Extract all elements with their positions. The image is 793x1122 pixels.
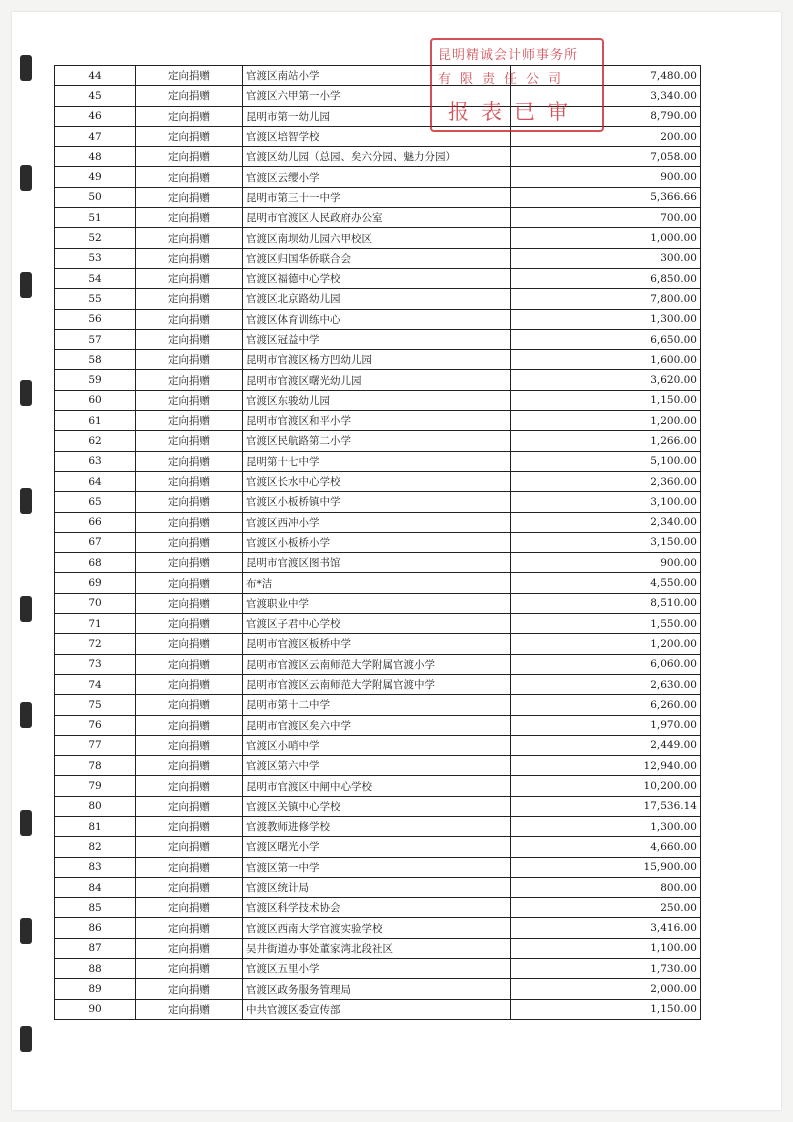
row-number-cell: 88 [55, 959, 136, 979]
amount-cell: 2,449.00 [511, 735, 701, 755]
row-number-cell: 79 [55, 776, 136, 796]
donation-type-cell: 定向捐赠 [136, 735, 243, 755]
amount-cell: 4,550.00 [511, 573, 701, 593]
amount-cell: 6,650.00 [511, 329, 701, 349]
amount-cell: 1,150.00 [511, 999, 701, 1019]
recipient-name-cell: 官渡区小哨中学 [243, 735, 511, 755]
row-number-cell: 76 [55, 715, 136, 735]
recipient-name-cell: 官渡区统计局 [243, 877, 511, 897]
row-number-cell: 62 [55, 431, 136, 451]
donation-type-cell: 定向捐赠 [136, 390, 243, 410]
row-number-cell: 53 [55, 248, 136, 268]
recipient-name-cell: 官渡区云缨小学 [243, 167, 511, 187]
table-row [55, 512, 701, 532]
amount-cell: 1,200.00 [511, 634, 701, 654]
row-number-cell: 75 [55, 695, 136, 715]
row-number-cell: 78 [55, 756, 136, 776]
amount-cell: 2,340.00 [511, 512, 701, 532]
amount-cell: 3,340.00 [511, 86, 701, 106]
recipient-name-cell: 官渡区西南大学官渡实验学校 [243, 918, 511, 938]
donation-type-cell: 定向捐赠 [136, 411, 243, 431]
amount-cell: 12,940.00 [511, 756, 701, 776]
row-number-cell: 61 [55, 411, 136, 431]
donation-type-cell: 定向捐赠 [136, 208, 243, 228]
ledger-body [55, 66, 701, 1020]
recipient-name-cell: 官渡区小板桥镇中学 [243, 492, 511, 512]
amount-cell: 7,058.00 [511, 147, 701, 167]
amount-cell: 15,900.00 [511, 857, 701, 877]
row-number-cell: 60 [55, 390, 136, 410]
amount-cell: 2,360.00 [511, 471, 701, 491]
amount-cell: 200.00 [511, 126, 701, 146]
recipient-name-cell: 官渡区六甲第一小学 [243, 86, 511, 106]
recipient-name-cell: 昆明市第十二中学 [243, 695, 511, 715]
donation-type-cell: 定向捐赠 [136, 918, 243, 938]
table-row [55, 979, 701, 999]
amount-cell: 6,260.00 [511, 695, 701, 715]
row-number-cell: 64 [55, 471, 136, 491]
recipient-name-cell: 官渡区民航路第二小学 [243, 431, 511, 451]
recipient-name-cell: 官渡区小板桥小学 [243, 532, 511, 552]
table-row [55, 289, 701, 309]
table-row [55, 735, 701, 755]
amount-cell: 10,200.00 [511, 776, 701, 796]
row-number-cell: 69 [55, 573, 136, 593]
binder-hole-mark [20, 1026, 32, 1052]
table-row [55, 695, 701, 715]
table-row [55, 999, 701, 1019]
table-row [55, 532, 701, 552]
binder-hole-mark [20, 918, 32, 944]
amount-cell: 3,100.00 [511, 492, 701, 512]
table-row [55, 674, 701, 694]
table-row [55, 370, 701, 390]
amount-cell: 1,300.00 [511, 816, 701, 836]
table-row [55, 796, 701, 816]
amount-cell: 1,550.00 [511, 614, 701, 634]
donation-type-cell: 定向捐赠 [136, 695, 243, 715]
row-number-cell: 68 [55, 553, 136, 573]
amount-cell: 300.00 [511, 248, 701, 268]
table-row [55, 857, 701, 877]
recipient-name-cell: 官渡区南站小学 [243, 66, 511, 86]
donation-type-cell: 定向捐赠 [136, 126, 243, 146]
amount-cell: 1,600.00 [511, 350, 701, 370]
row-number-cell: 71 [55, 614, 136, 634]
amount-cell: 1,300.00 [511, 309, 701, 329]
amount-cell: 6,060.00 [511, 654, 701, 674]
table-row [55, 126, 701, 146]
amount-cell: 1,150.00 [511, 390, 701, 410]
row-number-cell: 73 [55, 654, 136, 674]
table-row [55, 959, 701, 979]
donation-type-cell: 定向捐赠 [136, 268, 243, 288]
row-number-cell: 74 [55, 674, 136, 694]
table-row [55, 86, 701, 106]
donation-ledger-table [54, 65, 701, 1020]
recipient-name-cell: 官渡区体育训练中心 [243, 309, 511, 329]
amount-cell: 8,790.00 [511, 106, 701, 126]
amount-cell: 2,630.00 [511, 674, 701, 694]
binder-hole-mark [20, 702, 32, 728]
amount-cell: 1,970.00 [511, 715, 701, 735]
table-row [55, 614, 701, 634]
recipient-name-cell: 昆明市官渡区曙光幼儿园 [243, 370, 511, 390]
amount-cell: 7,800.00 [511, 289, 701, 309]
donation-type-cell: 定向捐赠 [136, 471, 243, 491]
donation-type-cell: 定向捐赠 [136, 999, 243, 1019]
donation-type-cell: 定向捐赠 [136, 877, 243, 897]
amount-cell: 1,266.00 [511, 431, 701, 451]
row-number-cell: 45 [55, 86, 136, 106]
row-number-cell: 87 [55, 938, 136, 958]
amount-cell: 1,730.00 [511, 959, 701, 979]
amount-cell: 250.00 [511, 898, 701, 918]
table-row [55, 451, 701, 471]
amount-cell: 3,620.00 [511, 370, 701, 390]
recipient-name-cell: 官渡区西冲小学 [243, 512, 511, 532]
recipient-name-cell: 昆明市第一幼儿园 [243, 106, 511, 126]
donation-type-cell: 定向捐赠 [136, 654, 243, 674]
table-row [55, 816, 701, 836]
table-row [55, 411, 701, 431]
recipient-name-cell: 昆明市官渡区云南师范大学附属官渡中学 [243, 674, 511, 694]
table-row [55, 492, 701, 512]
amount-cell: 1,200.00 [511, 411, 701, 431]
table-row [55, 228, 701, 248]
table-row [55, 634, 701, 654]
donation-type-cell: 定向捐赠 [136, 167, 243, 187]
table-row [55, 147, 701, 167]
table-row [55, 309, 701, 329]
row-number-cell: 84 [55, 877, 136, 897]
donation-type-cell: 定向捐赠 [136, 512, 243, 532]
row-number-cell: 80 [55, 796, 136, 816]
recipient-name-cell: 昆明市第三十一中学 [243, 187, 511, 207]
recipient-name-cell: 昆明市官渡区云南师范大学附属官渡小学 [243, 654, 511, 674]
table-row [55, 248, 701, 268]
amount-cell: 700.00 [511, 208, 701, 228]
recipient-name-cell: 昆明市官渡区人民政府办公室 [243, 208, 511, 228]
row-number-cell: 66 [55, 512, 136, 532]
donation-type-cell: 定向捐赠 [136, 837, 243, 857]
recipient-name-cell: 官渡区北京路幼儿园 [243, 289, 511, 309]
table-row [55, 187, 701, 207]
donation-type-cell: 定向捐赠 [136, 431, 243, 451]
row-number-cell: 57 [55, 329, 136, 349]
row-number-cell: 44 [55, 66, 136, 86]
row-number-cell: 59 [55, 370, 136, 390]
row-number-cell: 52 [55, 228, 136, 248]
amount-cell: 1,000.00 [511, 228, 701, 248]
recipient-name-cell: 昆明第十七中学 [243, 451, 511, 471]
table-row [55, 390, 701, 410]
donation-type-cell: 定向捐赠 [136, 248, 243, 268]
amount-cell: 800.00 [511, 877, 701, 897]
binder-hole-mark [20, 272, 32, 298]
row-number-cell: 90 [55, 999, 136, 1019]
amount-cell: 17,536.14 [511, 796, 701, 816]
amount-cell: 2,000.00 [511, 979, 701, 999]
recipient-name-cell: 昆明市官渡区和平小学 [243, 411, 511, 431]
donation-type-cell: 定向捐赠 [136, 593, 243, 613]
table-row [55, 66, 701, 86]
recipient-name-cell: 昆明市官渡区板桥中学 [243, 634, 511, 654]
recipient-name-cell: 布*洁 [243, 573, 511, 593]
recipient-name-cell: 昆明市官渡区杨方凹幼儿园 [243, 350, 511, 370]
table-row [55, 715, 701, 735]
recipient-name-cell: 官渡区归国华侨联合会 [243, 248, 511, 268]
donation-type-cell: 定向捐赠 [136, 289, 243, 309]
amount-cell: 5,100.00 [511, 451, 701, 471]
donation-type-cell: 定向捐赠 [136, 715, 243, 735]
amount-cell: 3,416.00 [511, 918, 701, 938]
recipient-name-cell: 官渡区政务服务管理局 [243, 979, 511, 999]
table-row [55, 837, 701, 857]
donation-type-cell: 定向捐赠 [136, 796, 243, 816]
table-row [55, 329, 701, 349]
donation-type-cell: 定向捐赠 [136, 959, 243, 979]
row-number-cell: 49 [55, 167, 136, 187]
amount-cell: 8,510.00 [511, 593, 701, 613]
recipient-name-cell: 官渡教师进修学校 [243, 816, 511, 836]
binder-hole-mark [20, 810, 32, 836]
table-row [55, 756, 701, 776]
donation-type-cell: 定向捐赠 [136, 614, 243, 634]
donation-type-cell: 定向捐赠 [136, 492, 243, 512]
amount-cell: 5,366.66 [511, 187, 701, 207]
donation-type-cell: 定向捐赠 [136, 106, 243, 126]
donation-type-cell: 定向捐赠 [136, 228, 243, 248]
recipient-name-cell: 官渡区第六中学 [243, 756, 511, 776]
row-number-cell: 48 [55, 147, 136, 167]
recipient-name-cell: 官渡区关镇中心学校 [243, 796, 511, 816]
table-row [55, 877, 701, 897]
row-number-cell: 46 [55, 106, 136, 126]
recipient-name-cell: 昆明市官渡区矣六中学 [243, 715, 511, 735]
row-number-cell: 63 [55, 451, 136, 471]
donation-type-cell: 定向捐赠 [136, 532, 243, 552]
donation-type-cell: 定向捐赠 [136, 147, 243, 167]
row-number-cell: 67 [55, 532, 136, 552]
row-number-cell: 54 [55, 268, 136, 288]
recipient-name-cell: 官渡区福德中心学校 [243, 268, 511, 288]
amount-cell: 900.00 [511, 553, 701, 573]
donation-type-cell: 定向捐赠 [136, 329, 243, 349]
donation-type-cell: 定向捐赠 [136, 979, 243, 999]
donation-type-cell: 定向捐赠 [136, 674, 243, 694]
table-row [55, 654, 701, 674]
recipient-name-cell: 昆明市官渡区中闸中心学校 [243, 776, 511, 796]
binder-hole-mark [20, 165, 32, 191]
table-row [55, 918, 701, 938]
table-row [55, 938, 701, 958]
table-row [55, 167, 701, 187]
donation-type-cell: 定向捐赠 [136, 898, 243, 918]
amount-cell: 4,660.00 [511, 837, 701, 857]
recipient-name-cell: 官渡区幼儿园（总园、矣六分园、魅力分园） [243, 147, 511, 167]
recipient-name-cell: 官渡区五里小学 [243, 959, 511, 979]
donation-type-cell: 定向捐赠 [136, 451, 243, 471]
donation-type-cell: 定向捐赠 [136, 938, 243, 958]
donation-type-cell: 定向捐赠 [136, 816, 243, 836]
row-number-cell: 55 [55, 289, 136, 309]
table-row [55, 208, 701, 228]
recipient-name-cell: 中共官渡区委宣传部 [243, 999, 511, 1019]
stamp-audited-mark: 报表已审 [448, 100, 580, 124]
row-number-cell: 82 [55, 837, 136, 857]
row-number-cell: 72 [55, 634, 136, 654]
row-number-cell: 83 [55, 857, 136, 877]
donation-type-cell: 定向捐赠 [136, 187, 243, 207]
donation-type-cell: 定向捐赠 [136, 634, 243, 654]
recipient-name-cell: 官渡区子君中心学校 [243, 614, 511, 634]
recipient-name-cell: 官渡区南坝幼儿园六甲校区 [243, 228, 511, 248]
recipient-name-cell: 官渡区长水中心学校 [243, 471, 511, 491]
recipient-name-cell: 官渡职业中学 [243, 593, 511, 613]
recipient-name-cell: 官渡区冠益中学 [243, 329, 511, 349]
donation-type-cell: 定向捐赠 [136, 350, 243, 370]
stamp-firm-name: 昆明精诚会计师事务所 [438, 48, 579, 63]
amount-cell: 3,150.00 [511, 532, 701, 552]
amount-cell: 7,480.00 [511, 66, 701, 86]
row-number-cell: 47 [55, 126, 136, 146]
donation-type-cell: 定向捐赠 [136, 776, 243, 796]
table-row [55, 350, 701, 370]
recipient-name-cell: 官渡区曙光小学 [243, 837, 511, 857]
donation-type-cell: 定向捐赠 [136, 756, 243, 776]
row-number-cell: 89 [55, 979, 136, 999]
table-row [55, 471, 701, 491]
recipient-name-cell: 官渡区培智学校 [243, 126, 511, 146]
row-number-cell: 58 [55, 350, 136, 370]
donation-type-cell: 定向捐赠 [136, 86, 243, 106]
row-number-cell: 86 [55, 918, 136, 938]
binder-hole-mark [20, 596, 32, 622]
amount-cell: 1,100.00 [511, 938, 701, 958]
table-row [55, 431, 701, 451]
stamp-company-type: 有限责任公司 [438, 72, 571, 87]
binder-hole-mark [20, 380, 32, 406]
donation-type-cell: 定向捐赠 [136, 573, 243, 593]
recipient-name-cell: 官渡区东骏幼儿园 [243, 390, 511, 410]
table-row [55, 593, 701, 613]
recipient-name-cell: 昆明市官渡区图书馆 [243, 553, 511, 573]
row-number-cell: 81 [55, 816, 136, 836]
table-row [55, 106, 701, 126]
table-row [55, 553, 701, 573]
table-row [55, 268, 701, 288]
recipient-name-cell: 吴井街道办事处董家湾北段社区 [243, 938, 511, 958]
table-row [55, 898, 701, 918]
binder-hole-mark [20, 488, 32, 514]
donation-type-cell: 定向捐赠 [136, 309, 243, 329]
donation-type-cell: 定向捐赠 [136, 857, 243, 877]
donation-type-cell: 定向捐赠 [136, 66, 243, 86]
recipient-name-cell: 官渡区科学技术协会 [243, 898, 511, 918]
donation-type-cell: 定向捐赠 [136, 370, 243, 390]
row-number-cell: 56 [55, 309, 136, 329]
binder-hole-mark [20, 55, 32, 81]
recipient-name-cell: 官渡区第一中学 [243, 857, 511, 877]
donation-type-cell: 定向捐赠 [136, 553, 243, 573]
row-number-cell: 85 [55, 898, 136, 918]
table-row [55, 573, 701, 593]
table-row [55, 776, 701, 796]
amount-cell: 6,850.00 [511, 268, 701, 288]
row-number-cell: 50 [55, 187, 136, 207]
row-number-cell: 51 [55, 208, 136, 228]
row-number-cell: 77 [55, 735, 136, 755]
row-number-cell: 65 [55, 492, 136, 512]
row-number-cell: 70 [55, 593, 136, 613]
amount-cell: 900.00 [511, 167, 701, 187]
